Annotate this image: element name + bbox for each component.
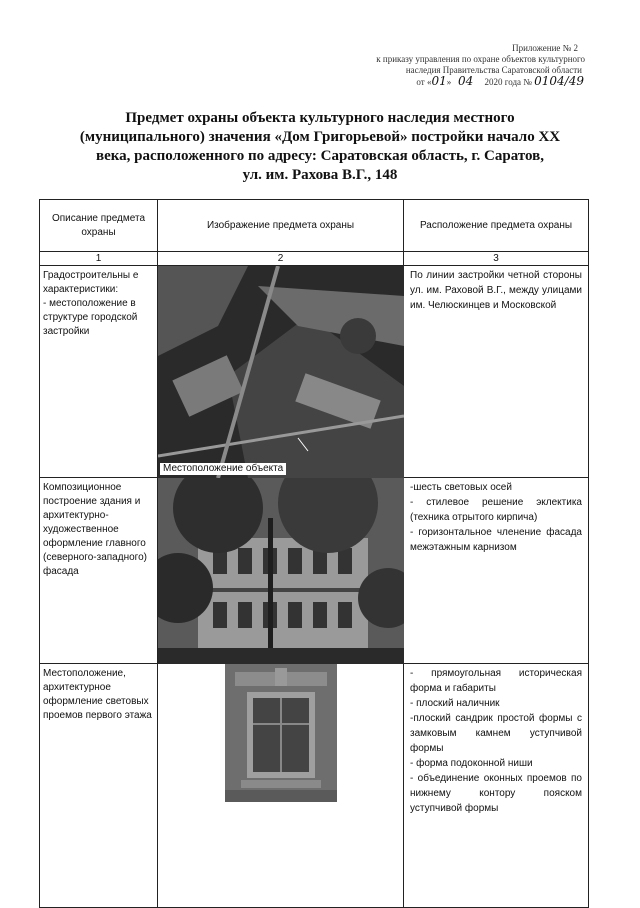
date-month: 04	[457, 74, 474, 88]
title-line4: ул. им. Рахова В.Г., 148	[242, 167, 398, 183]
table-number-row	[40, 252, 589, 266]
row2-location-item: - стилевое решение эклектика (техника отрытого кирпича)	[410, 497, 582, 523]
date-prefix: от «	[416, 77, 432, 87]
row3-location-item: - объединение оконных проемов по нижнему контору пояском уступчивой формы	[410, 773, 582, 814]
header-location: Расположение предмета охраны	[404, 200, 589, 252]
date-day: 01	[431, 74, 447, 88]
appendix-line1: Приложение № 2	[512, 43, 578, 53]
col-number-1: 1	[40, 252, 158, 266]
col-number-2: 2	[158, 252, 404, 266]
appendix-line2: к приказу управления по охране объектов культурного	[376, 54, 585, 64]
row3-description: Местоположение, архитектурное оформление световых проемов первого этажа	[40, 664, 158, 908]
row2-location-item: - горизонтальное членение фасада межэтажным карнизом	[410, 527, 582, 553]
row1-location	[404, 266, 589, 478]
appendix-date-line	[416, 76, 584, 88]
row2-description: Композиционное построение здания и архитектурно-художественное оформление главного (северного-западного) фасада	[40, 478, 158, 664]
col-number-3: 3	[404, 252, 589, 266]
row2-location-item: -шесть световых осей	[410, 482, 512, 493]
table-row	[40, 664, 589, 908]
protection-table	[39, 199, 589, 908]
table-row	[40, 266, 589, 478]
document-title	[60, 109, 580, 185]
appendix-line3: наследия Правительства Саратовской области	[405, 65, 582, 75]
image-caption: Местоположение объекта	[160, 463, 286, 475]
row3-location	[404, 664, 589, 908]
date-mid2: 2020 года №	[484, 77, 532, 87]
row1-location-text: По линии застройки четной стороны ул. им. Раховой В.Г., между улицами им. Челюскинцев и Московской	[410, 270, 582, 311]
table-header-row	[40, 200, 589, 252]
aerial-photo	[158, 266, 404, 478]
title-line3: века, расположенного по адресу: Саратовская область, г. Саратов,	[95, 148, 544, 164]
window-photo	[225, 664, 337, 802]
row2-image-cell	[158, 478, 404, 664]
title-line1: Предмет охраны объекта культурного наследия местного	[125, 110, 515, 126]
header-description: Описание предмета охраны	[40, 200, 158, 252]
row1-description	[40, 266, 158, 478]
date-mid1: »	[446, 77, 452, 87]
row3-image-cell	[158, 664, 404, 908]
row3-location-item: -плоский сандрик простой формы с замковым камнем уступчивой формы	[410, 713, 582, 754]
header-image: Изображение предмета охраны	[158, 200, 404, 252]
row3-location-item: - форма подоконной ниши	[410, 758, 533, 769]
facade-photo	[158, 478, 404, 664]
row1-description-rest: - местоположение в структуре городской застройки	[43, 298, 138, 337]
row3-location-item: - прямоугольная историческая форма и габариты	[410, 668, 582, 694]
row3-location-item: - плоский наличник	[410, 698, 500, 709]
order-number: 0104/49	[534, 74, 584, 88]
table-row	[40, 478, 589, 664]
title-line2: (муниципального) значения «Дом Григорьевой» постройки начало XX	[79, 129, 561, 145]
row1-image-cell	[158, 266, 404, 478]
row1-description-head: Градостроительны е характеристики:	[43, 270, 139, 295]
row2-location	[404, 478, 589, 664]
